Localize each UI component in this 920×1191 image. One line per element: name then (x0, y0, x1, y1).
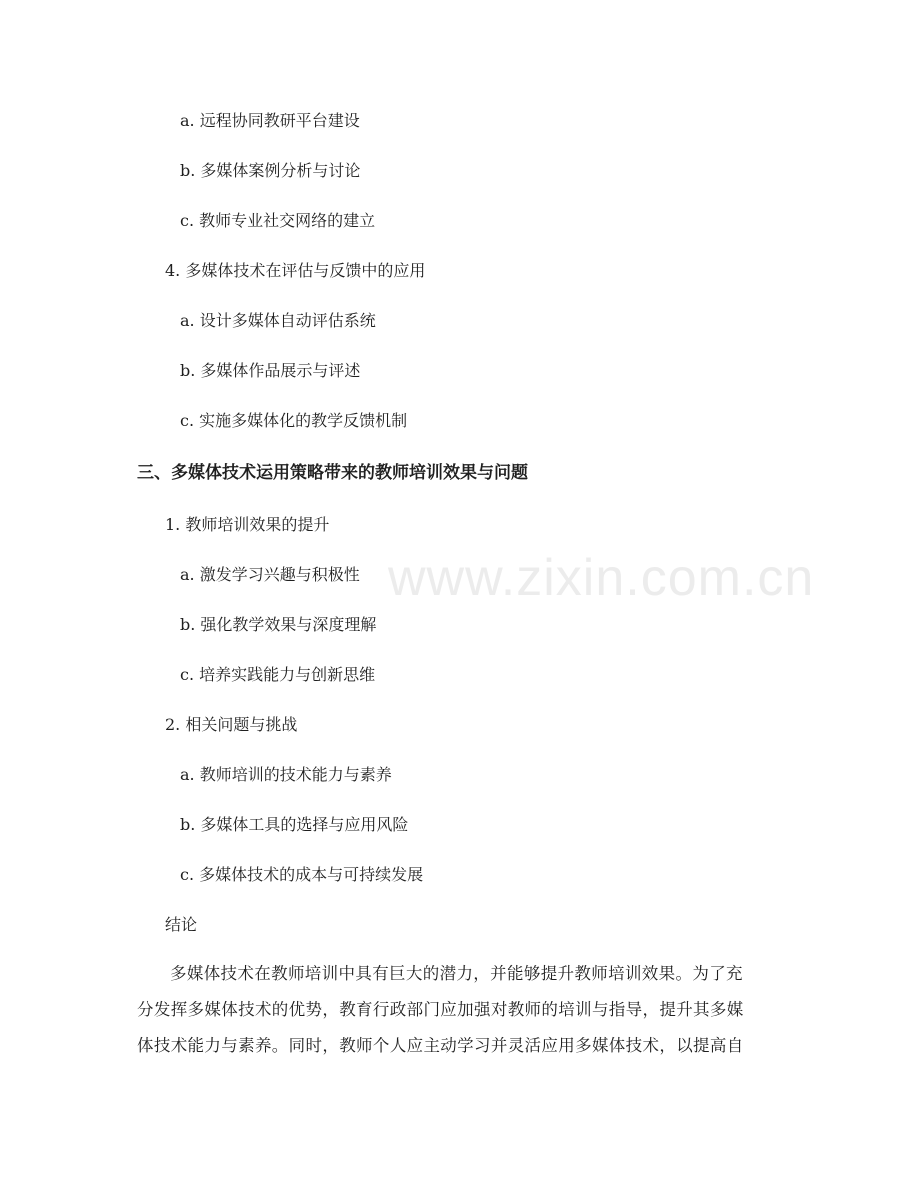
list-item: c. 多媒体技术的成本与可持续发展 (180, 865, 424, 884)
list-item: a. 设计多媒体自动评估系统 (180, 311, 376, 330)
paragraph-line: 体技术能力与素养。同时，教师个人应主动学习并灵活应用多媒体技术，以提高自 (137, 1036, 744, 1055)
list-item: c. 教师专业社交网络的建立 (180, 211, 376, 230)
conclusion-title: 结论 (165, 915, 198, 934)
list-item: a. 远程协同教研平台建设 (180, 111, 360, 130)
paragraph-line: 多媒体技术在教师培训中具有巨大的潜力，并能够提升教师培训效果。为了充 (170, 964, 743, 983)
list-item: c. 培养实践能力与创新思维 (180, 665, 376, 684)
list-item: a. 激发学习兴趣与积极性 (180, 565, 360, 584)
paragraph-line: 分发挥多媒体技术的优势，教育行政部门应加强对教师的培训与指导，提升其多媒 (137, 1000, 744, 1019)
conclusion-paragraph (137, 956, 787, 1064)
list-item: 1. 教师培训效果的提升 (165, 515, 330, 534)
list-item: 4. 多媒体技术在评估与反馈中的应用 (165, 261, 426, 280)
list-item: 2. 相关问题与挑战 (165, 715, 298, 734)
list-item: b. 强化教学效果与深度理解 (180, 615, 377, 634)
list-item: c. 实施多媒体化的教学反馈机制 (180, 411, 408, 430)
list-item: b. 多媒体作品展示与评述 (180, 361, 361, 380)
section-heading: 三、多媒体技术运用策略带来的教师培训效果与问题 (137, 463, 528, 483)
watermark: www.zixin.com.cn (388, 549, 815, 607)
list-item: b. 多媒体案例分析与讨论 (180, 161, 361, 180)
list-item: a. 教师培训的技术能力与素养 (180, 765, 392, 784)
list-item: b. 多媒体工具的选择与应用风险 (180, 815, 409, 834)
